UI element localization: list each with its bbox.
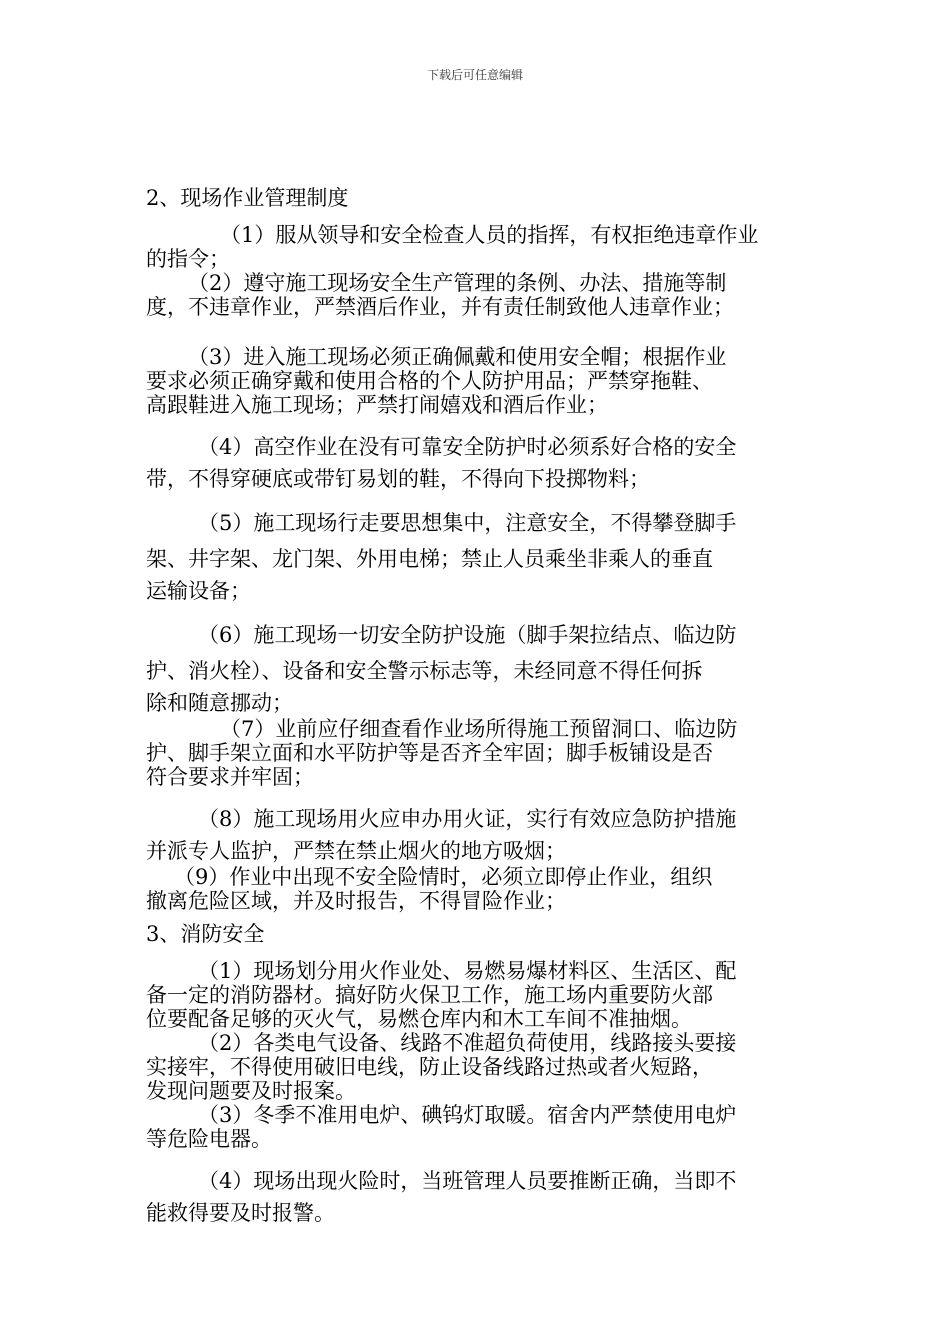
paragraph-line: 备一定的消防器材。搞好防火保卫工作，施工场内重要防火部 [146,983,713,1007]
paragraph-line: 位要配备足够的灭火气，易燃仓库内和木工车间不准抽烟。 [146,1007,692,1031]
paragraph-2-4 [146,429,812,493]
paragraph-line: 符合要求并牢固； [146,765,314,789]
paragraph-line: （4）高空作业在没有可靠安全防护时必须系好合格的安全 [198,435,737,459]
paragraph-2-1 [146,223,812,271]
paragraph-line: （3）进入施工现场必须正确佩戴和使用安全帽；根据作业 [188,345,727,369]
paragraph-line: （7）业前应仔细查看作业场所得施工预留洞口、临边防 [220,717,738,741]
paragraph-line: 高跟鞋进入施工现场；严禁打闹嬉戏和酒后作业； [146,393,608,417]
paragraph-2-3 [146,345,812,417]
paragraph-line: 要求必须正确穿戴和使用合格的个人防护用品；严禁穿拖鞋、 [146,369,713,393]
paragraph-3-2 [146,1031,812,1103]
paragraph-line: （9）作业中出现不安全险情时，必须立即停止作业，组织 [174,865,713,889]
paragraph-line: （2）各类电气设备、线路不准超负荷使用，线路接头要接 [198,1031,737,1055]
paragraph-2-5 [146,505,812,605]
paragraph-3-1 [146,959,812,1031]
paragraph-line: （8）施工现场用火应申办用火证，实行有效应急防护措施 [198,807,737,831]
paragraph-line: 的指令； [146,247,230,271]
paragraph-line: 能救得要及时报警。 [146,1201,335,1225]
paragraph-line: 撤离危险区域，并及时报告，不得冒险作业； [146,889,566,913]
paragraph-line: 除和随意挪动； [146,691,293,715]
paragraph-line: 带，不得穿硬底或带钉易划的鞋，不得向下投掷物料； [146,467,650,491]
document-body [146,183,812,1227]
paragraph-line: 度，不违章作业，严禁酒后作业，并有责任制致他人违章作业； [146,295,734,319]
paragraph-line: 发现问题要及时报案。 [146,1079,356,1103]
paragraph-line: 并派专人监护，严禁在禁止烟火的地方吸烟； [146,839,566,863]
paragraph-line: 护、脚手架立面和水平防护等是否齐全牢固；脚手板铺设是否 [146,741,713,765]
paragraph-3-3 [146,1103,812,1151]
paragraph-line: （5）施工现场行走要思想集中，注意安全，不得攀登脚手 [198,511,737,535]
paragraph-2-6 [146,617,812,717]
paragraph-2-7 [146,717,812,789]
section-heading-site-operations: 2、现场作业管理制度 [146,186,349,210]
paragraph-line: 等危险电器。 [146,1127,272,1151]
paragraph-line: 运输设备； [146,579,251,603]
paragraph-line: （3）冬季不准用电炉、碘钨灯取暖。宿舍内严禁使用电炉 [198,1103,737,1127]
paragraph-line: （6）施工现场一切安全防护设施（脚手架拉结点、临边防 [198,623,737,647]
paragraph-line: 架、井字架、龙门架、外用电梯；禁止人员乘坐非乘人的垂直 [146,547,713,571]
paragraph-line: 护、消火栓）、设备和安全警示标志等，未经同意不得任何拆 [146,659,703,683]
paragraph-2-2 [146,271,812,319]
paragraph-line: （4）现场出现火险时，当班管理人员要推断正确，当即不 [198,1169,737,1193]
section-heading-fire-safety: 3、消防安全 [146,922,265,946]
paragraph-line: （1）服从领导和安全检查人员的指挥，有权拒绝违章作业 [220,223,759,247]
page-header: 下载后可任意编辑 [426,68,523,82]
paragraph-line: 实接牢，不得使用破旧电线，防止设备线路过热或者火短路， [146,1055,713,1079]
paragraph-line: （2）遵守施工现场安全生产管理的条例、办法、措施等制 [188,271,727,295]
paragraph-2-9 [146,865,812,913]
paragraph-line: （1）现场划分用火作业处、易燃易爆材料区、生活区、配 [198,959,737,983]
paragraph-2-8 [146,801,812,865]
paragraph-3-4 [146,1163,812,1227]
